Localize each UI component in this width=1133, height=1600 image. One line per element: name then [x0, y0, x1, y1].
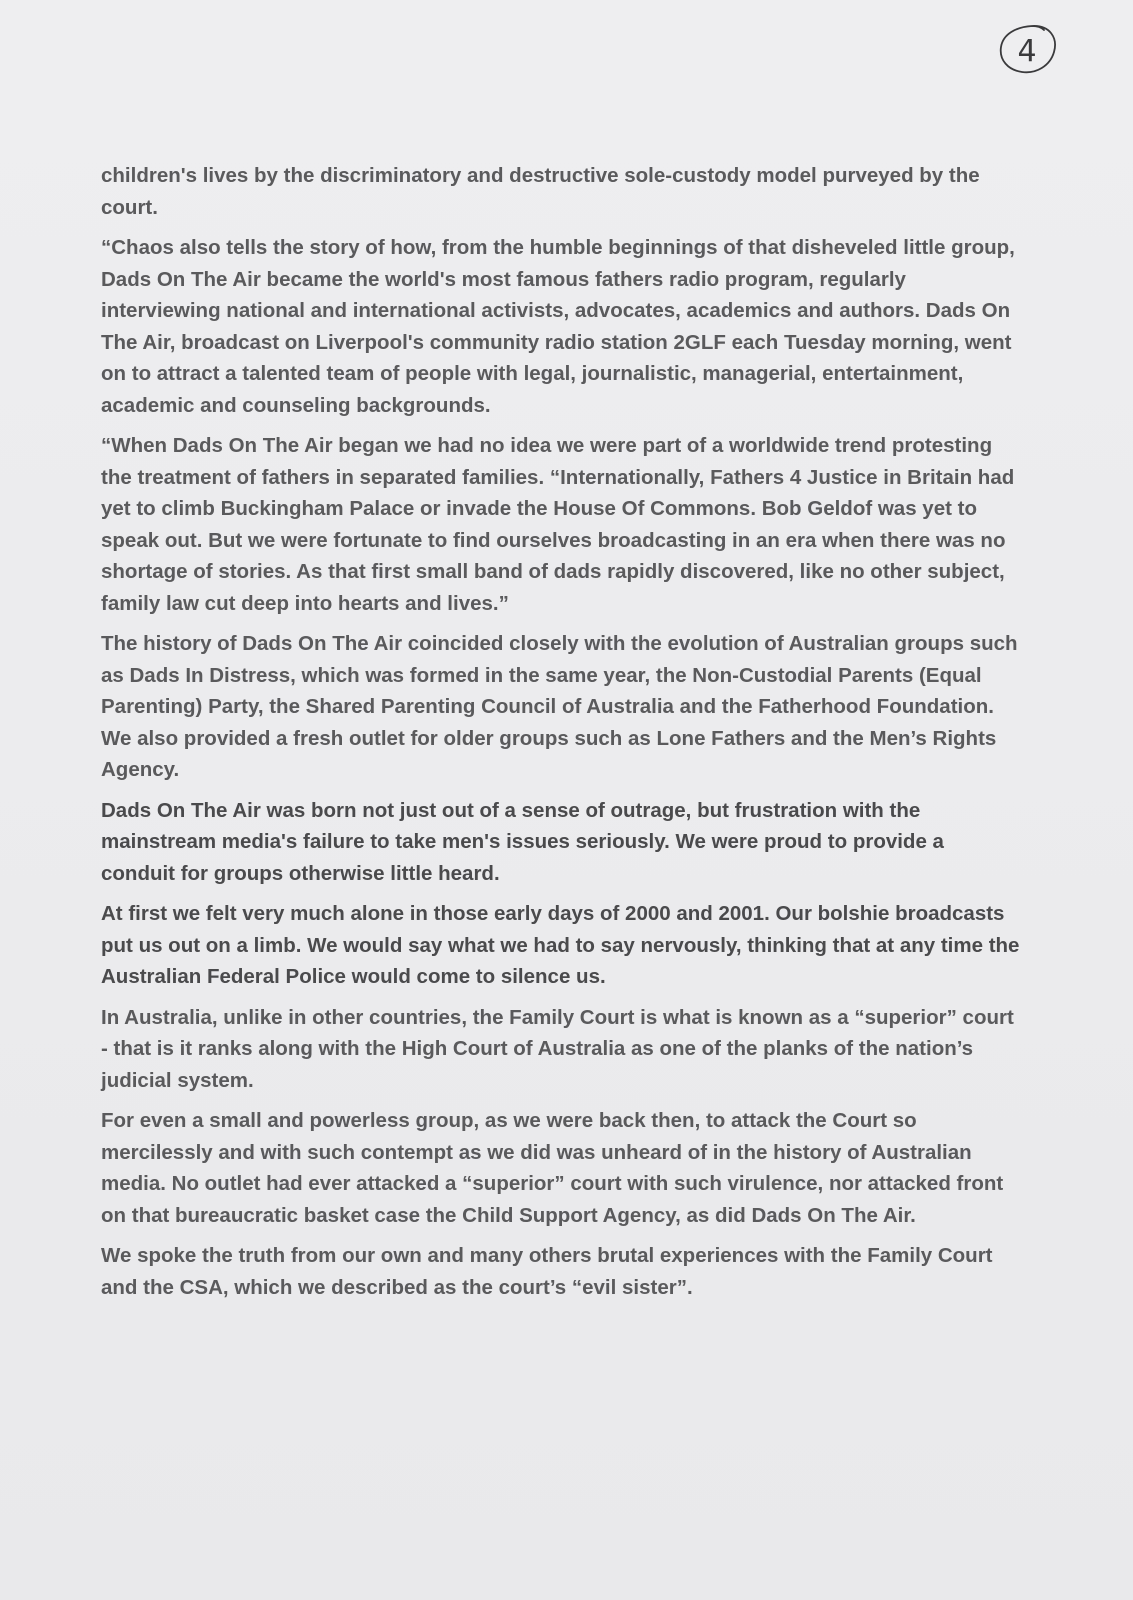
paragraph: “When Dads On The Air began we had no idea we were part of a worldwide trend protesting the treatment of fathers in separated families. “Internationally, Fathers 4 Justice in Britain had yet to climb Buckingham Palace or invade the House Of Commons. Bob Geldof was yet to speak out. But we were fortunate to find ourselves broadcasting in an era when there was no shortage of stories. As that first small band of dads rapidly discovered, like no other subject, family law cut deep into hearts and lives.” — [101, 434, 1015, 615]
paragraph: At first we felt very much alone in those early days of 2000 and 2001. Our bolshie broadcasts put us out on a limb. We would say what we had to say nervously, thinking that at any time the Australian Federal Police would come to silence us. — [101, 902, 1020, 988]
paragraph: The history of Dads On The Air coincided closely with the evolution of Australian groups such as Dads In Distress, which was formed in the same year, the Non-Custodial Parents (Equal Parenting) Party, the Shared Parenting Council of Australia and the Fatherhood Foundation. We also provided a fresh outlet for older groups such as Lone Fathers and the Men’s Rights Agency. — [101, 632, 1018, 781]
paragraph: “Chaos also tells the story of how, from the humble beginnings of that disheveled little group, Dads On The Air became the world's most famous fathers radio program, regularly interviewing national and international activists, advocates, academics and authors. Dads On The Air, broadcast on Liverpool's community radio station 2GLF each Tuesday morning, went on to attract a talented team of people with legal, journalistic, managerial, entertainment, academic and counseling backgrounds. — [101, 236, 1015, 417]
paragraph: In Australia, unlike in other countries, the Family Court is what is known as a “superior” court - that is it ranks along with the High Court of Australia as one of the planks of the nation’s judicial system. — [101, 1005, 1014, 1092]
circled-number-icon — [992, 22, 1062, 86]
handwritten-page-number — [992, 22, 1062, 86]
paragraph: For even a small and powerless group, as we were back then, to attack the Court so mercilessly and with such contempt as we did was unheard of in the history of Australian media. No outlet had ever attacked a “superior” court with such virulence, nor attacked front on that bureaucratic basket case the Child Support Agency, as did Dads On The Air. — [101, 1109, 1004, 1227]
paragraph: We spoke the truth from our own and many others brutal experiences with the Family Court and the CSA, which we described as the court’s “evil sister”. — [101, 1244, 993, 1299]
paragraph: Dads On The Air was born not just out of a sense of outrage, but frustration with the mainstream media's failure to take men's issues seriously. We were proud to provide a conduit for groups otherwise little heard. — [101, 798, 944, 885]
body-text — [101, 160, 1021, 1312]
paragraph: children's lives by the discriminatory and destructive sole-custody model purveyed by the court. — [101, 164, 980, 219]
page-number-text: 4 — [1017, 34, 1037, 69]
